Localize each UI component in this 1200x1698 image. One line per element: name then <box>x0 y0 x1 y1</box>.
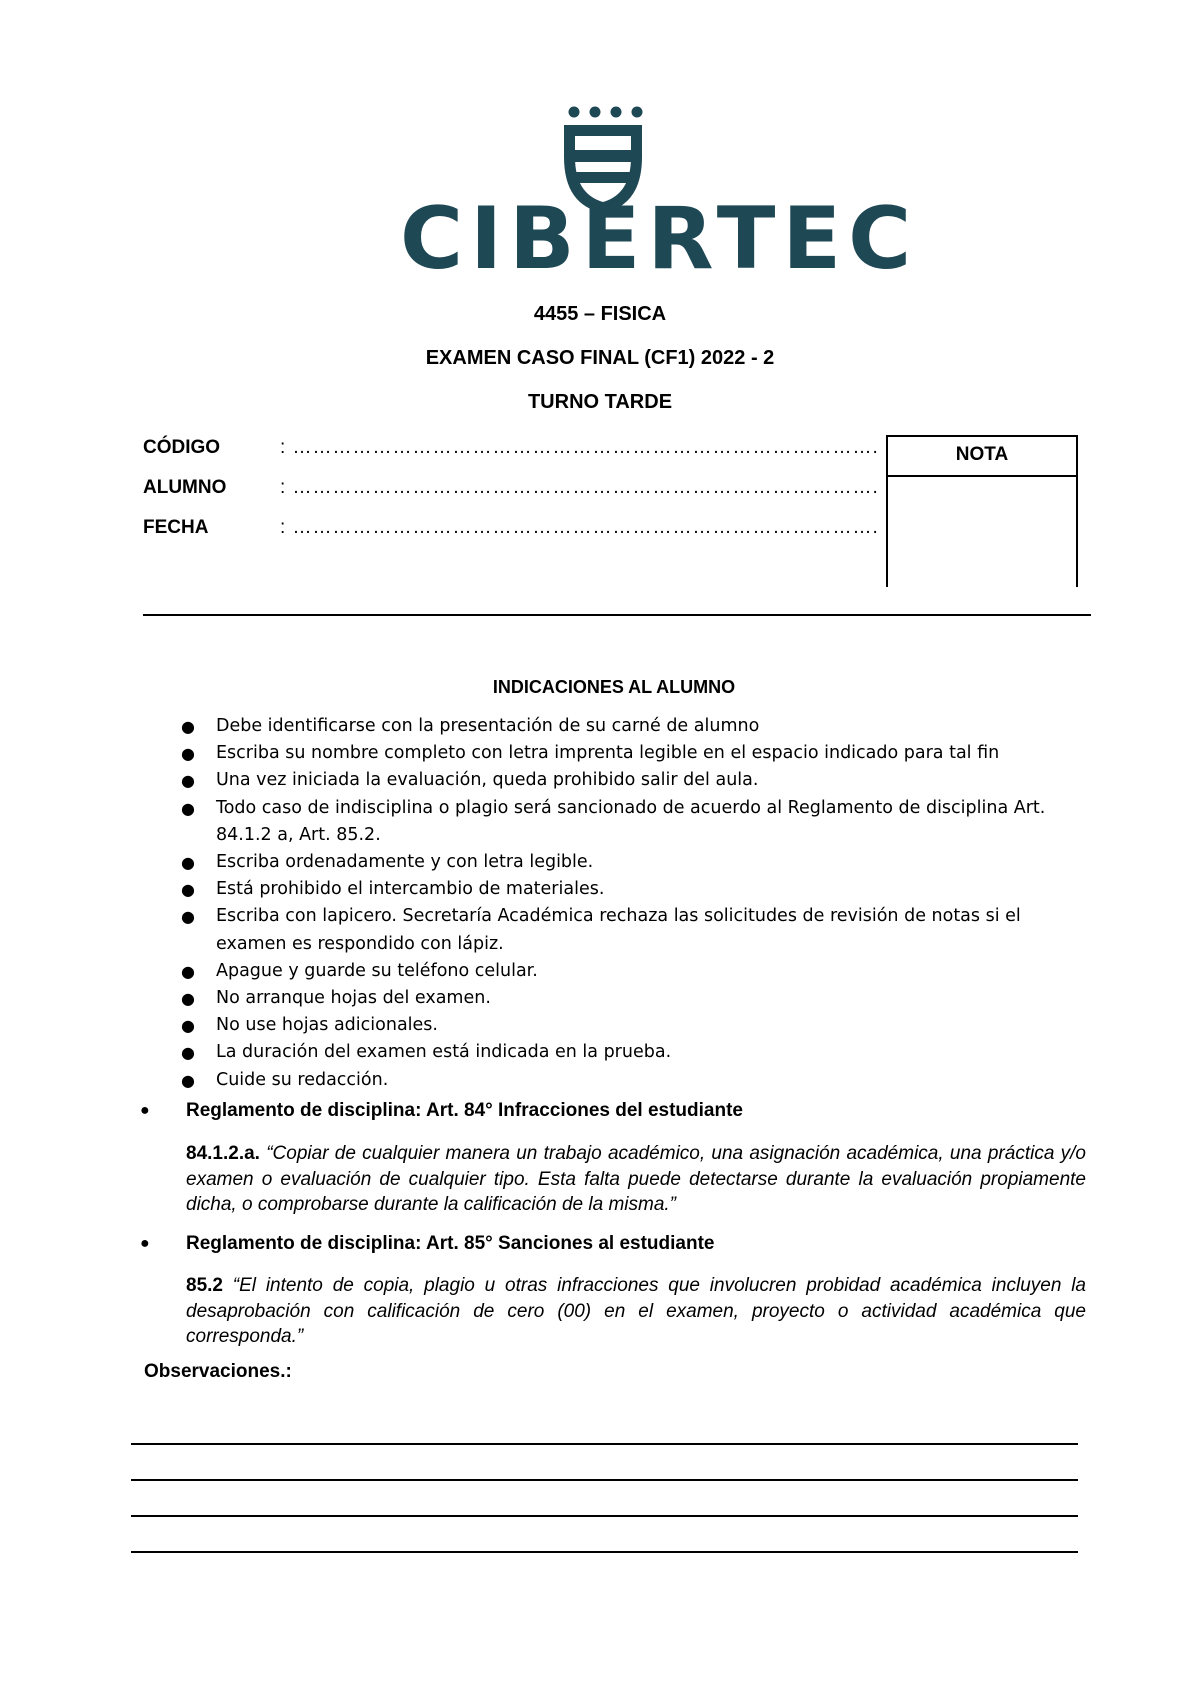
list-item: ● Apague y guarde su teléfono celular. <box>176 958 1086 985</box>
bullet-icon: ● <box>181 880 195 900</box>
bullet-icon: ● <box>181 744 195 764</box>
instructions-list <box>176 713 1086 1094</box>
bullet-icon: ● <box>181 771 195 791</box>
codigo-field[interactable]: : ……………………………………………………………………………. <box>280 437 879 458</box>
observations-line[interactable] <box>131 1443 1078 1445</box>
codigo-label: CÓDIGO <box>143 437 221 458</box>
bullet-icon: ● <box>181 1043 195 1063</box>
bullet-icon: ● <box>181 961 195 981</box>
header-divider <box>143 614 1091 616</box>
bullet-icon: ● <box>140 1102 150 1119</box>
list-item: ● Una vez iniciada la evaluación, queda prohibido salir del aula. <box>176 767 1086 794</box>
observations-line[interactable] <box>131 1479 1078 1481</box>
list-item: ● Debe identificarse con la presentación de su carné de alumno <box>176 713 1086 740</box>
shift-title: TURNO TARDE <box>527 391 673 413</box>
observations-line[interactable] <box>131 1515 1078 1517</box>
list-item: ● Cuide su redacción. <box>176 1067 1086 1094</box>
grade-input-area[interactable] <box>888 477 1076 587</box>
fecha-field[interactable]: : ……………………………………………………………………………. <box>280 517 879 538</box>
regulation-85-text: 85.2 “El intento de copia, plagio u otras infracciones que involucren probidad académica incluyen la desaprobación con calificación de cero (00) en el examen, proyecto o actividad académica que corresponda.” <box>186 1275 1086 1347</box>
list-item: ● Escriba su nombre completo con letra imprenta legible en el espacio indicado para tal fin <box>176 740 1086 767</box>
grade-box <box>886 435 1078 587</box>
alumno-field[interactable]: : ……………………………………………………………………………. <box>280 477 879 498</box>
regulation-84-title: Reglamento de disciplina: Art. 84° Infracciones del estudiante <box>186 1100 743 1121</box>
bullet-icon: ● <box>181 717 195 736</box>
list-item: ● Escriba ordenadamente y con letra legible. <box>176 849 1086 876</box>
course-title: 4455 – FISICA <box>533 303 667 325</box>
list-item: ● Todo caso de indisciplina o plagio será sancionado de acuerdo al Reglamento de disciplina Art. 84.1.2 a, Art. 85.2. <box>176 795 1086 849</box>
list-item: ● Escriba con lapicero. Secretaría Académica rechaza las solicitudes de revisión de notas si el examen es respondido con lápiz. <box>176 903 1086 957</box>
bullet-icon: ● <box>181 1016 195 1036</box>
bullet-icon: ● <box>181 1070 195 1090</box>
list-item: ● Está prohibido el intercambio de materiales. <box>176 876 1086 903</box>
regulation-84-code: 84.1.2.a. <box>186 1143 260 1164</box>
list-item: ● La duración del examen está indicada en la prueba. <box>176 1039 1086 1066</box>
fecha-label: FECHA <box>143 517 209 538</box>
observations-line[interactable] <box>131 1551 1078 1553</box>
grade-label: NOTA <box>888 437 1076 477</box>
regulation-84-text: 84.1.2.a. “Copiar de cualquier manera un trabajo académico, una asignación académica, una práctica y/o examen o evaluación de cualquier tipo. Esta falta puede detectarse durante la evaluación propiamente dicha, o comprobarse durante la calificación de la misma.” <box>186 1143 1086 1215</box>
bullet-icon: ● <box>140 1235 150 1252</box>
bullet-icon: ● <box>181 989 195 1009</box>
regulation-85-code: 85.2 <box>186 1275 223 1296</box>
bullet-icon: ● <box>181 798 195 818</box>
list-item: ● No arranque hojas del examen. <box>176 985 1086 1012</box>
instructions-title: INDICACIONES AL ALUMNO <box>492 677 736 697</box>
cibertec-wordmark: CIBERTEC <box>400 189 919 289</box>
bullet-icon: ● <box>181 907 195 927</box>
observations-label: Observaciones.: <box>144 1361 292 1382</box>
list-item: ● No use hojas adicionales. <box>176 1012 1086 1039</box>
regulation-85-title: Reglamento de disciplina: Art. 85° Sanciones al estudiante <box>186 1233 715 1254</box>
exam-title: EXAMEN CASO FINAL (CF1) 2022 - 2 <box>425 347 775 369</box>
alumno-label: ALUMNO <box>143 477 227 498</box>
bullet-icon: ● <box>181 853 195 873</box>
